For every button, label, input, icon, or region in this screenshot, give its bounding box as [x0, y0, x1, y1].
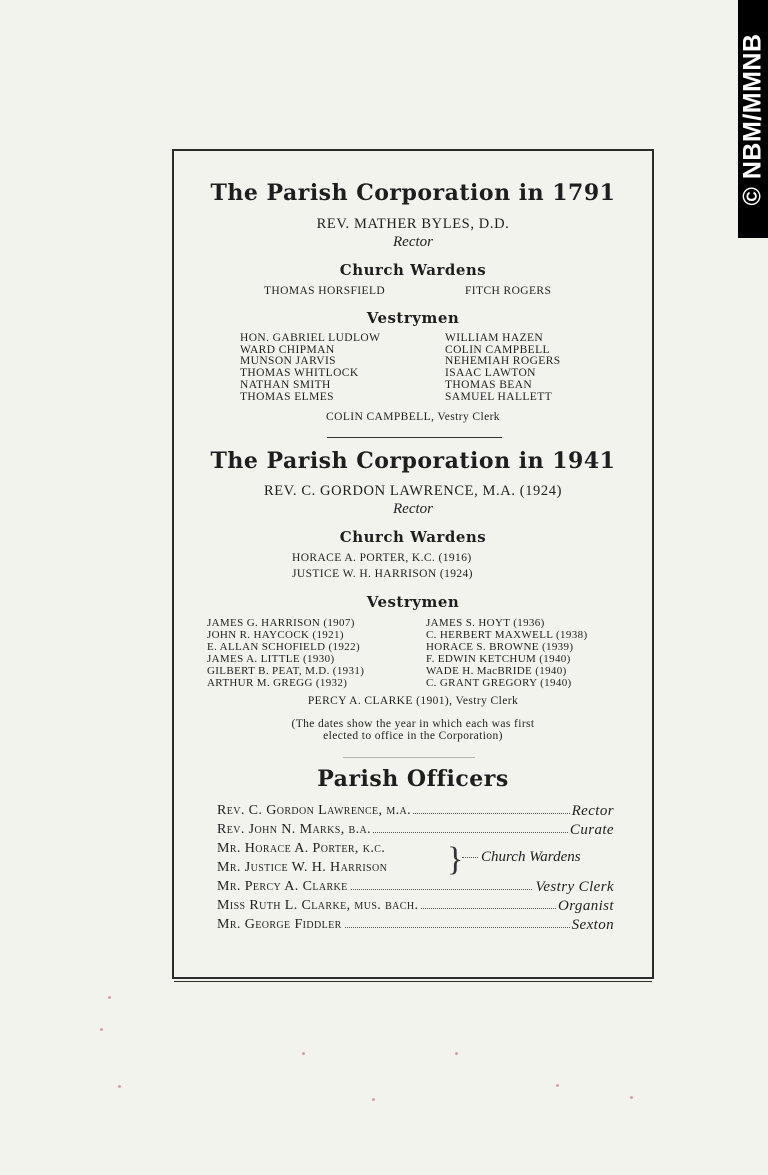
- officer-row: [217, 879, 614, 898]
- officer-role-church-wardens: [462, 849, 581, 866]
- officer-row: [217, 917, 614, 936]
- officer-role: Curate: [569, 822, 614, 838]
- warden-1791-1: THOMAS HORSFIELD: [264, 285, 386, 297]
- vestryman: WARD CHIPMAN: [240, 343, 335, 356]
- officer-role: Rector: [571, 803, 614, 819]
- officer-role: Vestry Clerk: [535, 879, 614, 895]
- vestryman: COLIN CAMPBELL: [445, 343, 550, 356]
- vestryman: THOMAS WHITLOCK: [240, 367, 359, 380]
- officer-role: Church Wardens: [481, 849, 581, 865]
- vestryman: JAMES A. LITTLE (1930): [207, 653, 335, 665]
- warden-1941-2: JUSTICE W. H. HARRISON (1924): [292, 568, 473, 580]
- vestryman: NATHAN SMITH: [240, 378, 331, 391]
- dot-leader: [462, 857, 478, 858]
- vestryman: WILLIAM HAZEN: [445, 332, 544, 344]
- dates-note-line-1: (The dates show the year in which each was first: [291, 718, 535, 730]
- paper-speck: [118, 1085, 121, 1088]
- vestryman: HON. GABRIEL LUDLOW: [240, 332, 381, 344]
- officer-row: [217, 898, 614, 917]
- warden-1941-1: HORACE A. PORTER, K.C. (1916): [292, 552, 472, 564]
- vestryman: NEHEMIAH ROGERS: [445, 355, 561, 368]
- vestrymen-1791-left: [240, 333, 380, 403]
- brace-icon: }: [447, 841, 464, 878]
- officer-row: [217, 822, 614, 841]
- paper-speck: [108, 996, 111, 999]
- section-divider: [327, 437, 502, 438]
- copyright-watermark: © NBM/MMNB: [738, 0, 768, 238]
- rector-1791-name: REV. MATHER BYLES, D.D.: [316, 216, 510, 232]
- title-1941: The Parish Corporation in 1941: [210, 448, 616, 474]
- paper-speck: [556, 1084, 559, 1087]
- vestrymen-1941-left: [207, 617, 364, 689]
- paper-speck: [372, 1098, 375, 1101]
- rector-1941-name: REV. C. GORDON LAWRENCE, M.A. (1924): [263, 483, 563, 499]
- officer-role: Sexton: [571, 917, 614, 933]
- officers-title: Parish Officers: [317, 766, 509, 792]
- rector-1941-role: Rector: [393, 501, 433, 517]
- vestryman: ISAAC LAWTON: [445, 367, 536, 380]
- section-divider: [343, 757, 475, 758]
- wardens-1791-heading: Church Wardens: [339, 261, 487, 279]
- officer-name: Miss Ruth L. Clarke, mus. bach.: [217, 898, 419, 913]
- rector-1791-role: Rector: [393, 234, 433, 250]
- vestryman: F. EDWIN KETCHUM (1940): [426, 653, 571, 665]
- paper-speck: [302, 1052, 305, 1055]
- paper-speck: [100, 1028, 103, 1031]
- officer-name: Mr. George Fiddler: [217, 917, 342, 932]
- vestryman: HORACE S. BROWNE (1939): [426, 641, 574, 653]
- title-1791: The Parish Corporation in 1791: [210, 180, 616, 206]
- dates-note-line-2: elected to office in the Corporation): [323, 730, 503, 742]
- officer-name: Rev. C. Gordon Lawrence, m.a.: [217, 803, 412, 818]
- vestryman: C. GRANT GREGORY (1940): [426, 677, 572, 689]
- vestry-clerk-1941: PERCY A. CLARKE (1901), Vestry Clerk: [307, 695, 519, 707]
- vestryman: WADE H. MacBRIDE (1940): [426, 665, 567, 677]
- officer-row: [217, 841, 452, 860]
- vestrymen-1941-heading: Vestrymen: [366, 593, 460, 611]
- officer-role: Organist: [558, 898, 614, 914]
- officer-row: [217, 860, 452, 879]
- vestry-clerk-1791: COLIN CAMPBELL, Vestry Clerk: [326, 411, 500, 423]
- officer-row: [217, 803, 614, 822]
- warden-1791-2: FITCH ROGERS: [465, 285, 552, 297]
- vestryman: GILBERT B. PEAT, M.D. (1931): [207, 665, 365, 677]
- vestryman: ARTHUR M. GREGG (1932): [207, 677, 348, 689]
- vestryman: C. HERBERT MAXWELL (1938): [426, 629, 588, 641]
- vestryman: THOMAS ELMES: [240, 390, 334, 403]
- officer-name: Mr. Percy A. Clarke: [217, 879, 348, 894]
- paper-speck: [630, 1096, 633, 1099]
- paper-speck: [455, 1052, 458, 1055]
- officer-name: Rev. John N. Marks, b.a.: [217, 822, 372, 837]
- vestrymen-1791-right: [445, 333, 561, 403]
- officer-name: Mr. Justice W. H. Harrison: [217, 860, 388, 875]
- officer-name: Mr. Horace A. Porter, k.c.: [217, 841, 386, 856]
- vestryman: JAMES S. HOYT (1936): [426, 617, 545, 629]
- vestrymen-1791-heading: Vestrymen: [366, 309, 460, 327]
- wardens-1941-heading: Church Wardens: [339, 528, 487, 546]
- vestryman: JAMES G. HARRISON (1907): [207, 617, 355, 629]
- vestryman: JOHN R. HAYCOCK (1921): [207, 629, 344, 641]
- vestryman: THOMAS BEAN: [445, 378, 533, 391]
- vestryman: MUNSON JARVIS: [240, 355, 336, 368]
- vestrymen-1941-right: [426, 617, 587, 689]
- vestryman: E. ALLAN SCHOFIELD (1922): [207, 641, 360, 653]
- vestryman: SAMUEL HALLETT: [445, 390, 553, 403]
